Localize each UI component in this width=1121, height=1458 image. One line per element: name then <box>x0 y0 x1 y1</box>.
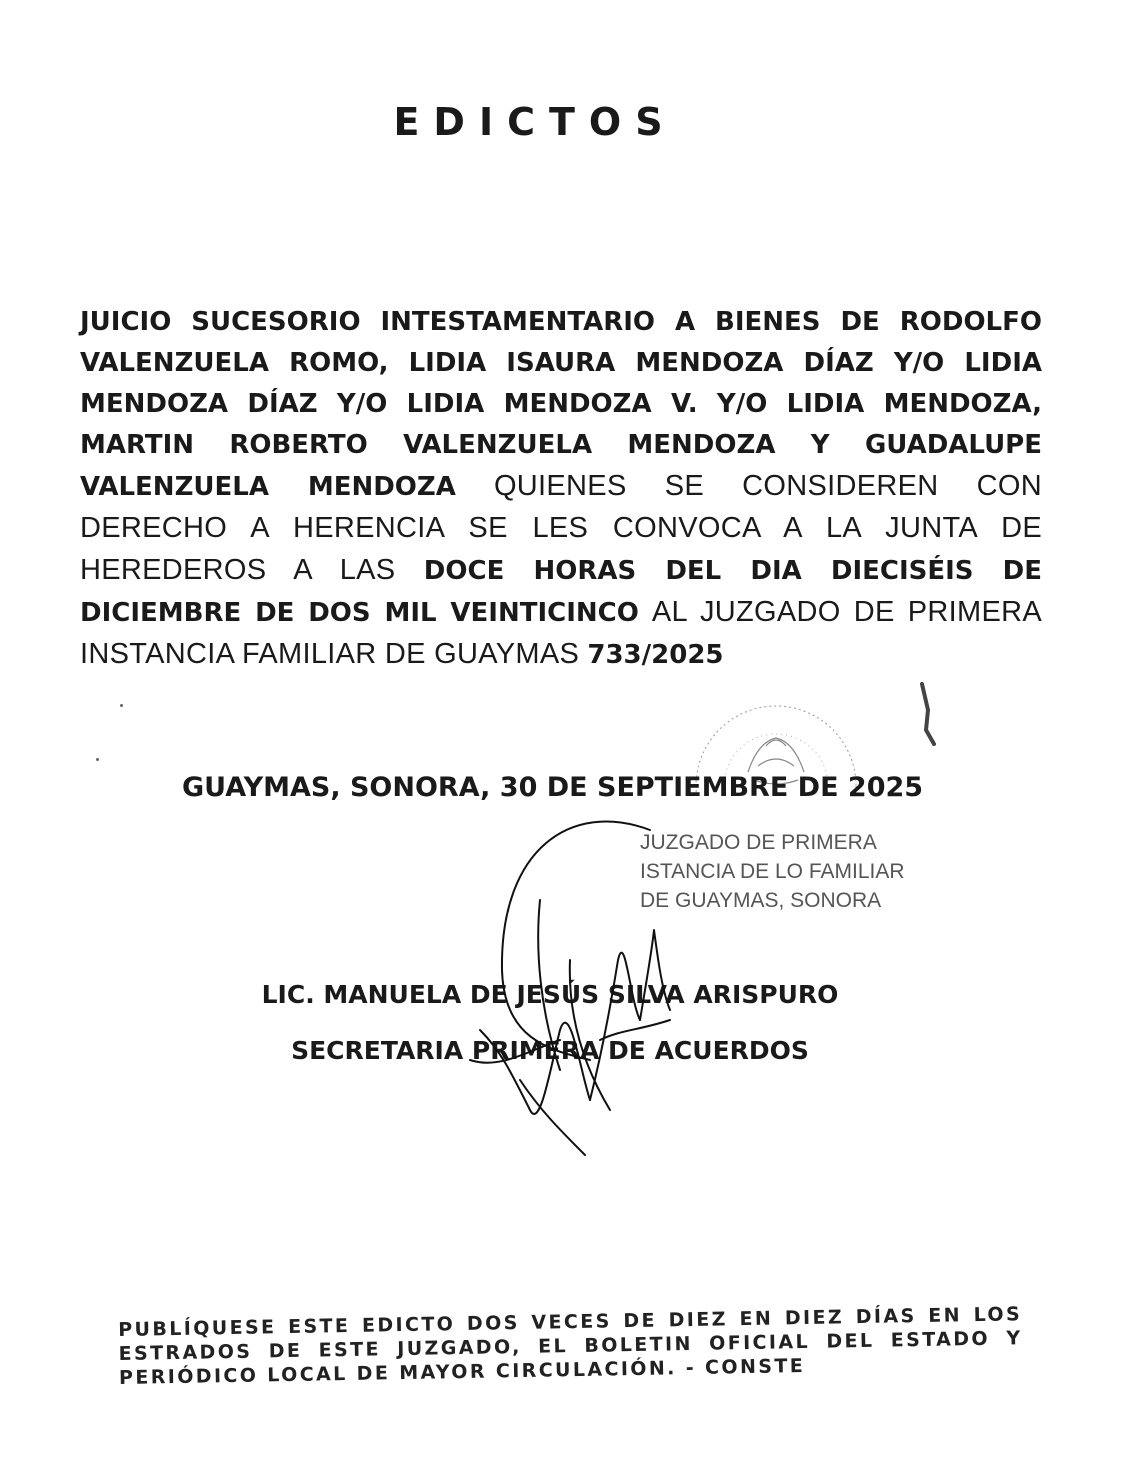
margin-mark-icon <box>914 680 944 750</box>
signer-name: LIC. MANUELA DE JESÚS SILVA ARISPURO <box>261 980 839 1009</box>
stamp-line-3: DE GUAYMAS, SONORA <box>640 889 882 912</box>
body-part-2: QUIENES SE CONSIDEREN CON DERECHO A HERENCIA SE LES CONVOCA A LA JUNTA DE HEREDEROS A LAS <box>80 470 1043 586</box>
document-title: EDICTOS <box>393 100 677 144</box>
handwritten-signature-icon <box>440 810 700 1160</box>
publication-notice: PUBLÍQUESE ESTE EDICTO DOS VECES DE DIEZ EN DIEZ DÍAS EN LOS ESTRADOS DE ESTE JUZGADO, EL BOLETIN OFICIAL DEL ESTADO Y PERIÓDICO LOCAL DE MAYOR CIRCULACIÓN. - CONSTE <box>118 1303 1023 1389</box>
scan-speck <box>96 758 99 761</box>
body-part-4: AL JUZGADO DE PRIMERA INSTANCIA FAMILIAR DE GUAYMAS <box>80 596 1042 670</box>
edict-body <box>80 302 1042 676</box>
body-part-3: DOCE HORAS DEL DIA DIECISÉIS DE DICIEMBRE DE DOS MIL VEINTICINCO <box>80 556 1043 628</box>
case-number: 733/2025 <box>587 640 724 670</box>
stamp-line-2: ISTANCIA DE LO FAMILIAR <box>640 860 905 883</box>
body-part-1: JUICIO SUCESORIO INTESTAMENTARIO A BIENES DE RODOLFO VALENZUELA ROMO, LIDIA ISAURA MENDOZA DÍAZ Y/O LIDIA MENDOZA DÍAZ Y/O LIDIA MENDOZA V. Y/O LIDIA MENDOZA, MARTIN ROBERTO VALENZUELA MENDOZA Y GUADALUPE VALENZUELA MENDOZA <box>80 307 1042 502</box>
scan-speck <box>120 704 123 707</box>
place-date: GUAYMAS, SONORA, 30 DE SEPTIEMBRE DE 2025 <box>182 772 924 803</box>
signer-role: SECRETARIA PRIMERA DE ACUERDOS <box>291 1036 809 1065</box>
stamp-line-1: JUZGADO DE PRIMERA <box>640 831 877 854</box>
